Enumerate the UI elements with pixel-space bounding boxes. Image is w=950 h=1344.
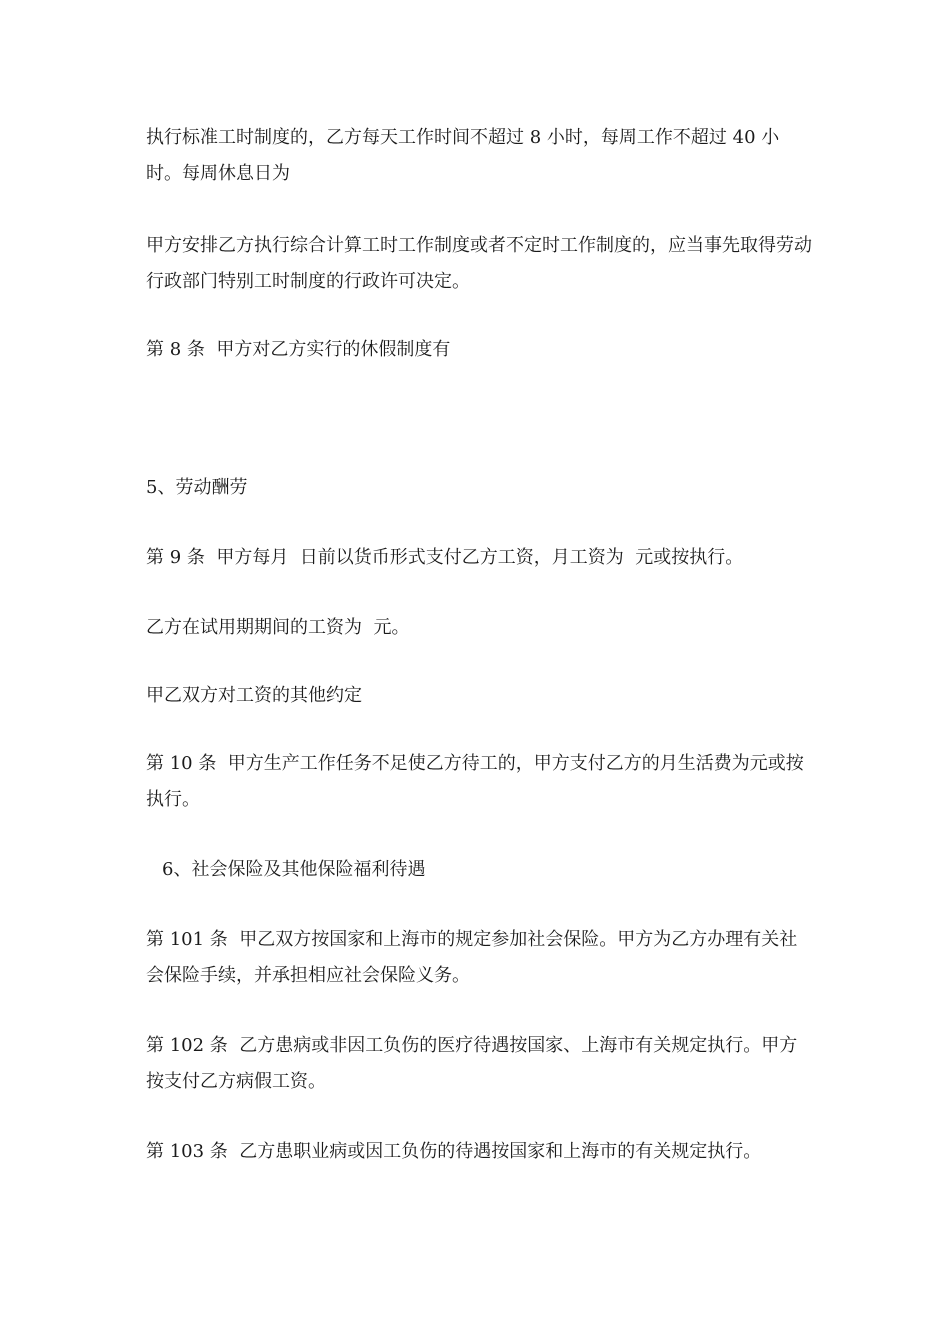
paragraph-article-101: 第 101 条 甲乙双方按国家和上海市的规定参加社会保险。甲方为乙方办理有关社会保险手续，并承担相应社会保险义务。	[146, 929, 798, 986]
section-heading-6: 6、社会保险及其他保险福利待遇	[162, 859, 426, 880]
paragraph-other-wage-agreement: 甲乙双方对工资的其他约定	[146, 685, 362, 706]
paragraph-article-9: 第 9 条 甲方每月 日前以货币形式支付乙方工资，月工资为 元或按执行。	[146, 547, 744, 568]
section-heading-5: 5、劳动酬劳	[146, 477, 248, 498]
paragraph-article-10: 第 10 条 甲方生产工作任务不足使乙方待工的，甲方支付乙方的月生活费为元或按 执行。	[146, 753, 816, 810]
paragraph-article-8: 第 8 条 甲方对乙方实行的休假制度有	[146, 339, 451, 360]
paragraph-article-103: 第 103 条 乙方患职业病或因工负伤的待遇按国家和上海市的有关规定执行。	[146, 1141, 762, 1162]
paragraph-article-102: 第 102 条 乙方患病或非因工负伤的医疗待遇按国家、上海市有关规定执行。甲方按支付乙方病假工资。	[146, 1035, 798, 1092]
paragraph-work-hours: 执行标准工时制度的，乙方每天工作时间不超过 8 小时，每周工作不超过 40 小时。每周休息日为	[146, 127, 780, 184]
paragraph-special-hours: 甲方安排乙方执行综合计算工时工作制度或者不定时工作制度的，应当事先取得劳动行政部门特别工时制度的行政许可决定。	[146, 235, 812, 292]
paragraph-probation-wage: 乙方在试用期期间的工资为 元。	[146, 617, 410, 638]
